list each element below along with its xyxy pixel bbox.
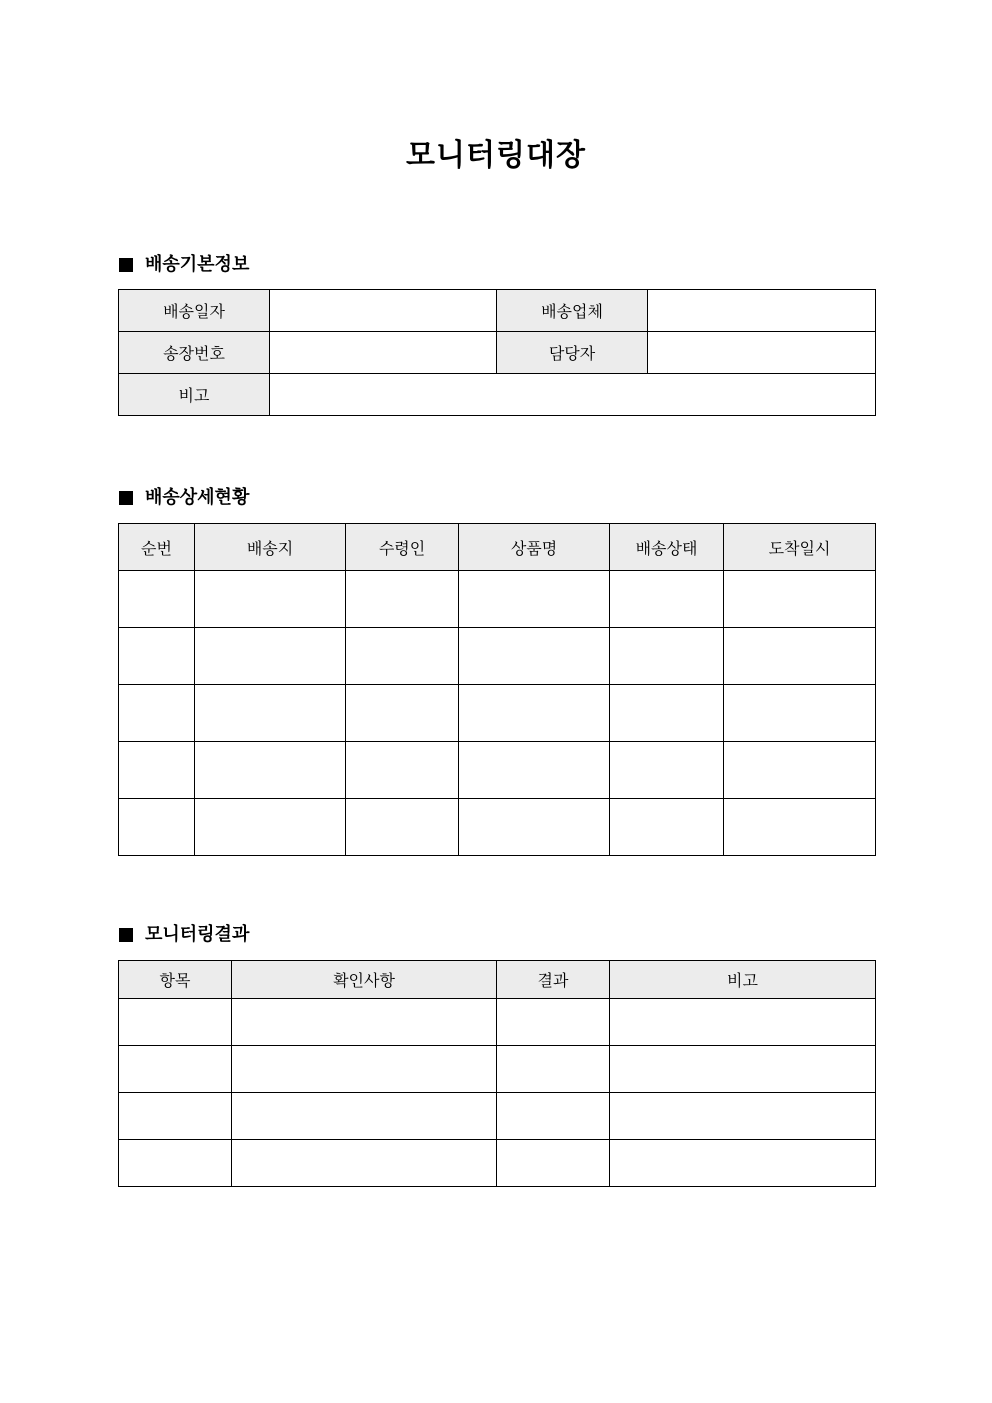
table-cell[interactable] <box>195 799 346 856</box>
table-cell[interactable] <box>459 685 610 742</box>
table-cell[interactable] <box>497 999 610 1046</box>
table-row <box>119 628 876 685</box>
table-cell[interactable] <box>497 1140 610 1187</box>
table-header-row <box>119 961 876 999</box>
table-cell[interactable] <box>346 571 459 628</box>
table-cell[interactable] <box>610 999 876 1046</box>
table-cell[interactable] <box>346 742 459 799</box>
section-heading-label: 배송기본정보 <box>145 254 250 275</box>
table-cell[interactable] <box>724 628 876 685</box>
section-heading-label: 모니터링결과 <box>145 924 250 945</box>
table-header-row <box>119 524 876 571</box>
table-cell[interactable] <box>610 1046 876 1093</box>
delivery-detail-table <box>118 523 876 856</box>
table-cell[interactable] <box>346 685 459 742</box>
section-heading-basic-info <box>119 253 249 277</box>
table-cell[interactable] <box>724 742 876 799</box>
table-cell[interactable] <box>610 1140 876 1187</box>
page-title: 모니터링대장 <box>406 138 586 173</box>
field-delivery-date[interactable] <box>270 290 497 332</box>
table-cell[interactable] <box>724 799 876 856</box>
table-cell[interactable] <box>119 999 232 1046</box>
table-cell[interactable] <box>119 799 195 856</box>
square-bullet-icon <box>119 491 133 505</box>
column-header: 확인사항 <box>232 961 497 999</box>
table-cell[interactable] <box>459 799 610 856</box>
section-heading-label: 배송상세현황 <box>145 487 250 508</box>
table-cell[interactable] <box>119 571 195 628</box>
table-cell[interactable] <box>119 1093 232 1140</box>
basic-info-table <box>118 289 876 416</box>
table-row <box>119 799 876 856</box>
column-header: 순번 <box>119 524 195 571</box>
field-remarks[interactable] <box>270 374 876 416</box>
table-cell[interactable] <box>119 628 195 685</box>
column-header: 비고 <box>610 961 876 999</box>
field-manager[interactable] <box>648 332 876 374</box>
column-header: 결과 <box>497 961 610 999</box>
square-bullet-icon <box>119 928 133 942</box>
column-header: 도착일시 <box>724 524 876 571</box>
section-heading-delivery-detail <box>119 486 249 510</box>
table-cell[interactable] <box>610 799 724 856</box>
table-cell[interactable] <box>119 742 195 799</box>
column-header: 수령인 <box>346 524 459 571</box>
table-cell[interactable] <box>610 571 724 628</box>
label-invoice-no: 송장번호 <box>119 332 270 374</box>
table-cell[interactable] <box>459 628 610 685</box>
table-cell[interactable] <box>459 571 610 628</box>
table-cell[interactable] <box>195 628 346 685</box>
table-row <box>119 571 876 628</box>
table-cell[interactable] <box>610 685 724 742</box>
table-cell[interactable] <box>232 999 497 1046</box>
table-cell[interactable] <box>459 742 610 799</box>
table-cell[interactable] <box>724 685 876 742</box>
table-cell[interactable] <box>610 628 724 685</box>
column-header: 배송상태 <box>610 524 724 571</box>
table-cell[interactable] <box>610 1093 876 1140</box>
square-bullet-icon <box>119 258 133 272</box>
table-row <box>119 742 876 799</box>
table-cell[interactable] <box>346 799 459 856</box>
table-cell[interactable] <box>610 742 724 799</box>
table-cell[interactable] <box>119 685 195 742</box>
section-heading-monitoring-result <box>119 923 249 947</box>
table-cell[interactable] <box>119 1046 232 1093</box>
table-cell[interactable] <box>232 1140 497 1187</box>
table-cell[interactable] <box>119 1140 232 1187</box>
column-header: 항목 <box>119 961 232 999</box>
field-invoice-no[interactable] <box>270 332 497 374</box>
table-cell[interactable] <box>724 571 876 628</box>
table-cell[interactable] <box>195 742 346 799</box>
column-header: 배송지 <box>195 524 346 571</box>
label-delivery-date: 배송일자 <box>119 290 270 332</box>
field-carrier[interactable] <box>648 290 876 332</box>
table-cell[interactable] <box>195 571 346 628</box>
table-row <box>119 999 876 1046</box>
table-cell[interactable] <box>497 1046 610 1093</box>
label-remarks: 비고 <box>119 374 270 416</box>
table-cell[interactable] <box>346 628 459 685</box>
table-cell[interactable] <box>195 685 346 742</box>
column-header: 상품명 <box>459 524 610 571</box>
table-row <box>119 685 876 742</box>
table-cell[interactable] <box>232 1093 497 1140</box>
table-row <box>119 1140 876 1187</box>
label-manager: 담당자 <box>497 332 648 374</box>
label-carrier: 배송업체 <box>497 290 648 332</box>
table-cell[interactable] <box>232 1046 497 1093</box>
monitoring-result-table <box>118 960 876 1187</box>
table-cell[interactable] <box>497 1093 610 1140</box>
table-row <box>119 1093 876 1140</box>
table-row <box>119 1046 876 1093</box>
